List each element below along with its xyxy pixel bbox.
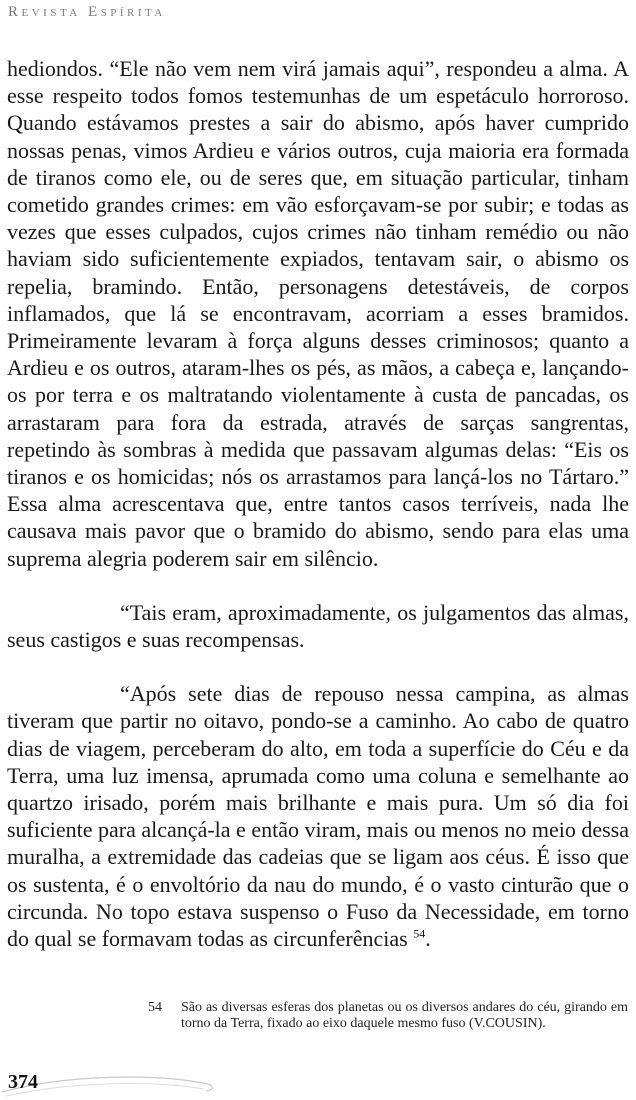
paragraph-3-end: . [425,926,431,952]
footnote-number: 54 [148,1000,162,1015]
paragraph-3-text: “Após sete dias de repouso nessa campina, as almas tiveram que partir no oitavo, pondo-se a caminho. Ao cabo de quatro dias de viagem, perceberam do alto, em toda a superfície do Céu e da Terra, uma luz imensa, aprumada como uma coluna e semelhante ao quartzo irisado, porém mais brilhante e mais pura. Um só dia foi suficiente para alcançá-la e então viram, mais ou menos no meio dessa muralha, a extremidade das cadeias que se ligam aos céus. É isso que os sustenta, é o envoltório da nau do mundo, é o vasto cinturão que o circunda. No topo estava suspenso o Fuso da Necessidade, em torno do qual se formavam todas as circunferências [7,681,629,952]
footnote-text: São as diversas esferas dos planetas ou os diversos andares do céu, girando em torno da Terra, fixado ao eixo daquele mesmo fuso (V.COUSIN). [181,1000,628,1031]
footnote [148,1000,628,1032]
paragraph-gap [7,653,629,680]
running-head-title: Revista Espírita [8,4,166,20]
paragraph-gap [7,572,629,599]
paragraph-1: hediondos. “Ele não vem nem virá jamais aqui”, respondeu a alma. A esse respeito todos fomos testemunhas de um espetáculo horroroso. Quando estávamos prestes a sair do abismo, após haver cumprido nossas penas, vimos Ardieu e vários outros, cuja maioria era formada de tiranos como ele, ou de seres que, em situação particular, tinham cometido grandes crimes: em vão esforçavam-se por subir; e todas as vezes que esses culpados, cujos crimes não tinham remédio ou não haviam sido suficientemente expiados, tentavam sair, o abismo os repelia, bramindo. Então, personagens detestáveis, de corpos inflamados, que lá se encontravam, acorriam a esses bramidos. Primeiramente levaram à força alguns desses criminosos; quanto a Ardieu e os outros, ataram-lhes os pés, as mãos, a cabeça e, lançando-os por terra e os maltratando violentamente à custa de pancadas, os arrastaram para fora da estrada, através de sarças sangrentas, repetindo às sombras à medida que passavam algumas delas: “Eis os tiranos e os homicidas; nós os arrastamos para lançá-los no Tártaro.” Essa alma acrescentava que, entre tantos casos terríveis, nada lhe causava mais pavor que o bramido do abismo, sendo para elas uma suprema alegria poderem sair em silêncio. [7,56,629,571]
page-number: 374 [8,1071,38,1093]
footnote-reference[interactable]: 54 [413,926,426,941]
body-text [7,55,629,952]
paragraph-2: “Tais eram, aproximadamente, os julgamentos das almas, seus castigos e suas recompensas. [7,599,629,653]
paragraph-3 [7,680,629,952]
